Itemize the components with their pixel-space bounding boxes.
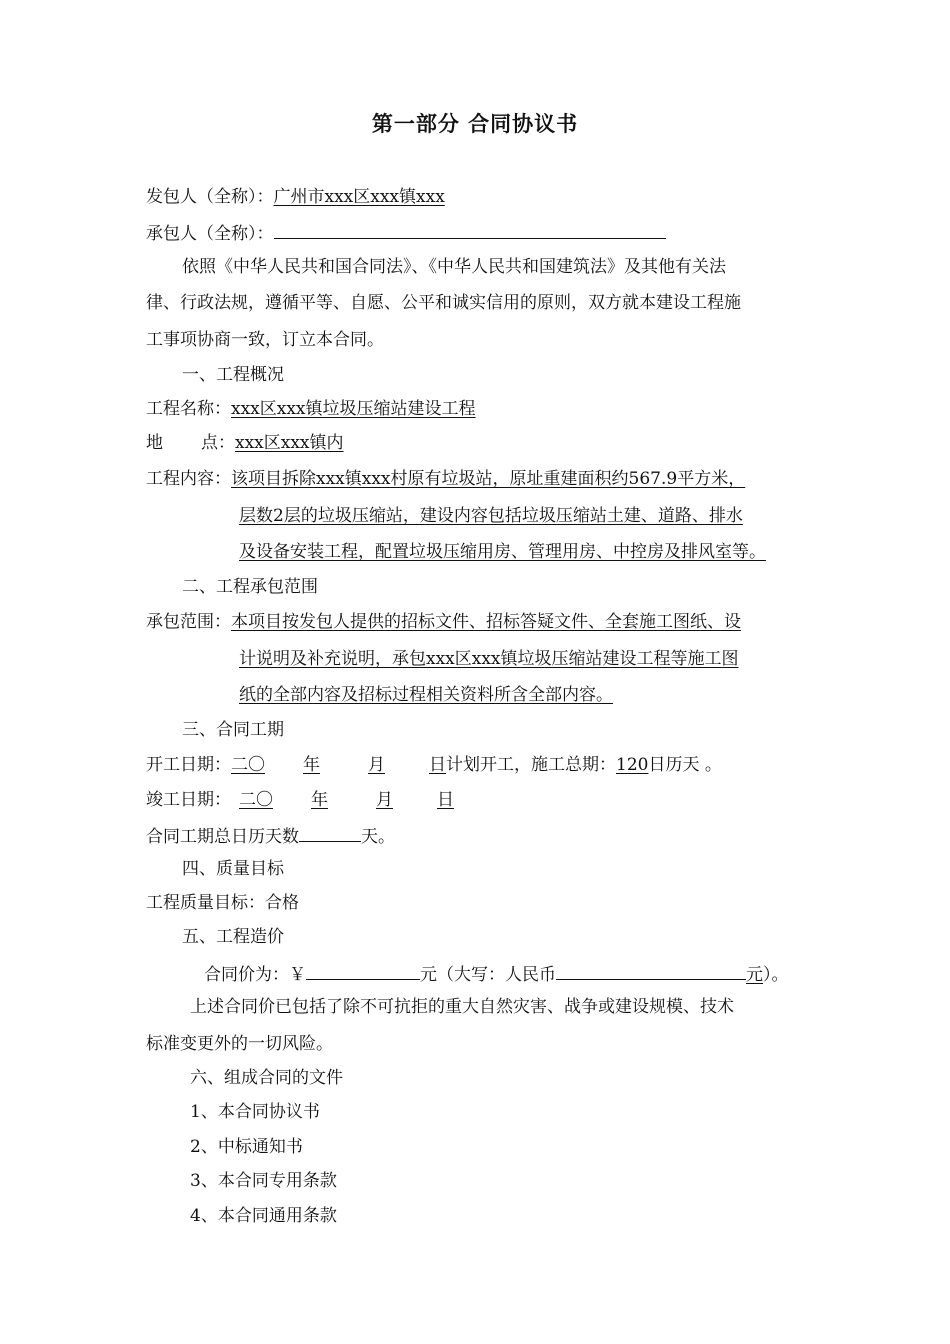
section-4-heading: 四、质量目标 [182, 859, 284, 879]
contract-price-yuan: 元 [746, 965, 763, 985]
price-note-line-2: 标准变更外的一切风险。 [146, 1034, 333, 1054]
employer-label: 发包人（全称）： [146, 187, 274, 207]
end-date-line [146, 789, 470, 811]
preamble-line-1: 依照《中华人民共和国合同法》、《中华人民共和国建筑法》及其他有关法 [182, 257, 726, 277]
contract-price-close: ）。 [763, 965, 789, 985]
project-content-text-1: 该项目拆除xxx镇xxx村原有垃圾站，原址重建面积约567.9平方米， [231, 469, 746, 489]
end-date-label: 竣工日期： [146, 790, 231, 810]
project-content-line-1 [146, 468, 745, 490]
scope-label: 承包范围： [146, 612, 231, 632]
total-duration-line [146, 823, 395, 848]
end-date-field: 二〇 年 月 日 [239, 790, 454, 810]
price-note-line-1: 上述合同价已包括了除不可抗拒的重大自然灾害、战争或建设规模、技术 [190, 997, 734, 1017]
contract-price-blank [306, 961, 420, 980]
total-duration-value: 120 [616, 755, 649, 775]
document-item-3: 3、本合同专用条款 [190, 1171, 337, 1191]
plan-text: 计划开工，施工总期： [446, 755, 616, 775]
start-date-field: 二〇 年 月 日 [231, 755, 446, 775]
contract-price-line [204, 961, 789, 986]
section-5-heading: 五、工程造价 [182, 927, 284, 947]
location-line [146, 432, 344, 454]
location-label-a: 地 [146, 433, 163, 453]
location-label-b: 点： [201, 433, 235, 453]
employer-value: 广州市xxx区xxx镇xxx [273, 187, 445, 207]
document-item-4: 4、本合同通用条款 [190, 1206, 337, 1226]
total-duration-unit: 天。 [361, 827, 395, 847]
employer-line [146, 186, 445, 208]
section-6-heading: 六、组成合同的文件 [190, 1068, 343, 1088]
section-3-heading: 三、合同工期 [182, 720, 284, 740]
contract-price-mid: 元（大写：人民币 [420, 965, 556, 985]
preamble-line-3: 工事项协商一致，订立本合同。 [146, 330, 384, 350]
document-item-2: 2、中标通知书 [190, 1137, 303, 1157]
contractor-blank [274, 220, 666, 239]
total-duration-label: 合同工期总日历天数 [146, 827, 299, 847]
preamble-line-2: 律、行政法规，遵循平等、自愿、公平和诚实信用的原则，双方就本建设工程施 [146, 293, 741, 313]
total-duration-blank [299, 823, 361, 842]
project-content-label: 工程内容： [146, 469, 231, 489]
project-content-text-2: 层数2层的垃圾压缩站，建设内容包括垃圾压缩站土建、道路、排水 [239, 506, 743, 526]
start-date-label: 开工日期： [146, 755, 231, 775]
project-name-line [146, 398, 476, 420]
contract-price-label: 合同价为：￥ [204, 965, 306, 985]
project-content-text-3: 及设备安装工程，配置垃圾压缩用房、管理用房、中控房及排风室等。 [239, 542, 766, 562]
section-1-heading: 一、工程概况 [182, 365, 284, 385]
calendar-days-text: 日历天 。 [648, 755, 722, 775]
section-2-heading: 二、工程承包范围 [182, 577, 318, 597]
scope-line-1 [146, 611, 741, 633]
scope-text-1: 本项目按发包人提供的招标文件、招标答疑文件、全套施工图纸、设 [231, 612, 741, 632]
document-item-1: 1、本合同协议书 [190, 1102, 320, 1122]
contract-price-words-blank [556, 961, 746, 980]
scope-text-3: 纸的全部内容及招标过程相关资料所含全部内容。 [239, 685, 613, 705]
contractor-label: 承包人（全称）： [146, 224, 274, 244]
location-value: xxx区xxx镇内 [235, 433, 344, 453]
start-date-line [146, 754, 722, 776]
contractor-line [146, 220, 666, 245]
project-name-value: xxx区xxx镇垃圾压缩站建设工程 [231, 399, 476, 419]
project-name-label: 工程名称： [146, 399, 231, 419]
scope-text-2: 计说明及补充说明，承包xxx区xxx镇垃圾压缩站建设工程等施工图 [239, 649, 739, 669]
quality-target-line: 工程质量目标：合格 [146, 893, 299, 913]
page-title: 第一部分 合同协议书 [371, 112, 579, 136]
